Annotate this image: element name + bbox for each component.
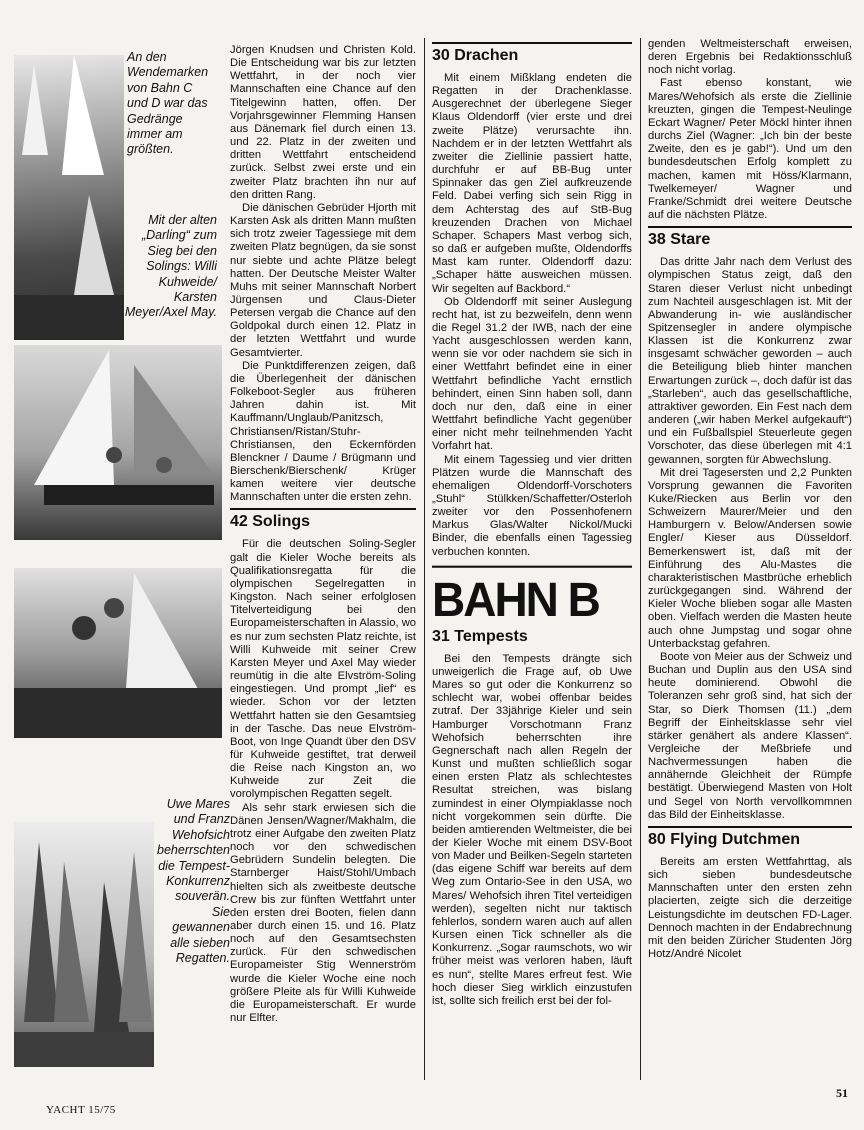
body-paragraph: Fast ebenso konstant, wie Mares/Wehofsich als erste die Ziellinie kreuzten, gingen die Tempest-Neulinge Eckart Wagner/ Peter Möckl hinter ihnen durchs Ziel (Wagner: „Ich bin der beste Zweite, den es je gab!“). Und um den bundesdeutschen Erfolg komplett zu machen, kamen mit Höss/Klarmann, Twelkemeyer/ Wagner und Franke/Schmidt drei weitere Deutsche auf die nächsten Plätze. (648, 77, 852, 222)
body-paragraph: Boote von Meier aus der Schweiz und Buchan und Duplin aus den USA sind heute dominierend. Obwohl die Toleranzen sehr groß sind, hat sich der Star, so Dierk Thomsen (11.) „dem Begriff der Einheitsklasse sehr viel stärker genähert als andere Klassen“. Vergleiche der Meßbriefe und Nachvermessungen haben die annähernde Gleichheit der Rümpfe bestätigt. Überwiegend Masten von Holt und Segel von North vervollkommnen das Bild der Einheitsklasse. (648, 650, 852, 821)
photo-regatta-crowd (14, 55, 124, 340)
article-column-4 (648, 38, 852, 961)
body-paragraph: Jörgen Knudsen und Christen Kold. Die Entscheidung war bis zur letzten Wettfahrt, in der noch vier Mannschaften eine Chance auf den Titelgewinn hatten, offen. Der Vorjahrsgewinner Flemming Hansen aus Dänemark fiel durch einen 13. und 22. Platz in der zweiten und dritten Wettfahrt entscheidend zurück. Selbst zwei erste und ein zweiter Platz brachten ihn nur auf den dritten Rang. (230, 44, 416, 201)
caption-wendemarken: An den Wendemarken von Bahn C und D war das Gedränge immer am größten. (127, 50, 209, 157)
body-paragraph: Mit einem Mißklang endeten die Regatten in der Drachenklasse. Ausgerechnet der überlegene Sieger Klaus Oldendorff (vier erste und drei zweite Plätze) verursachte ihn. Nachdem er in der letzten Wettfahrt als zweiter die Ziellinie passiert hatte, durchfuhr er auf BB-Bug unter Spinnaker das gen Ziel aufkreuzende Feld. Dabei verfing sich sein Rigg in dem Achterstag des auf StB-Bug kreuzenden Drachen von Michael Schaper. Schapers Mast verbog sich, so daß er aufgeben mußte, Oldendorffs Mast kam runter. Oldendorff dazu: „Schaper hätte ausweichen müssen. Wir segelten auf Backbord.“ (432, 72, 632, 295)
section-heading-flying-dutchmen: 80 Flying Dutchmen (648, 826, 852, 850)
magazine-issue-label: YACHT 15/75 (46, 1104, 116, 1116)
body-paragraph: Ob Oldendorff mit seiner Auslegung recht hat, ist zu bezweifeln, denn wenn die Regel 31.2 der IWB, nach der eine Yacht ausgeschlossen werden kann, wenn sie vor oder nachdem sie sich in einer Wettfahrt befindet eine in einer Wettfahrt befindliche Yacht ernstlich behindert, einen Sinn haben soll, dann doch nur den, daß eine in einer Wettfahrt befindliche Yacht gegenüber einer nicht mehr teilnehmenden Yacht Vorfahrt hat. (432, 295, 632, 453)
body-paragraph: Bereits am ersten Wettfahrttag, als sich sieben bundesdeutsche Mannschaften unter den ersten zehn placierten, zeigte sich die derzeitige Leistungsdichte im deutschen FD-Lager. Dennoch machten in der Endabrechnung mit den beiden Züricher Studenten Jörg Hotz/André Nicolet (648, 855, 853, 960)
body-paragraph: Das dritte Jahr nach dem Verlust des olympischen Status zeigt, daß den Staren dieser Verlust nicht unbedingt zum Nachteil ausgeschlagen ist. Mit der Abwanderung in- wie ausländischer Spitzensegler in andere olympische Klassen ist die Konkurrenz zwar insgesamt schwächer geworden – auch die Beteiligung blieb hinter manchen Erwartungen zurück –, doch dafür ist das „Starleben“, auch das gesellschaftliche, attraktiver geworden. Ein Fest nach dem anderen („wir haben Merkel aufgekauft“) und ein Fußballspiel Steuerleute gegen Vorschoter, das diese überlegen mit 4:1 gewannen, sorgten für Abwechslung. (648, 256, 852, 466)
article-column-3 (432, 38, 632, 1008)
body-paragraph: Mit drei Tagesersten und 2,2 Punkten Vorsprung gewannen die Favoriten Kuke/Riecken aus Berlin vor den Schweizern Maurer/Meier und den Hamburgern v. Below/Andersen sowie Engler/ Kieser aus Düsseldorf. Bemerkenswert ist, daß mit der Einführung des Alu-Mastes die charakteristischen Mastbrüche erheblich zurückgegangen sind. Während der Kieler Woche blieben sogar alle Masten oben. Vielfach werden die Masten heute auch ohne Jumpstag und sogar ohne Unterbackstag gefahren. (648, 466, 852, 650)
article-column-2 (230, 44, 416, 1025)
caption-mares-wehofsich: Uwe Mares und Franz Wehofsich beherrschten die Tempest-Konkurrenz souverän. Sie gewannen alle sieben Regatten. (157, 797, 230, 966)
photo-tempest-fleet (14, 822, 154, 1067)
photo-tempest-sailors (14, 568, 222, 738)
tempest-boat-illustration (14, 568, 222, 738)
body-paragraph: genden Weltmeisterschaft erweisen, deren Ergebnis bei Redaktionsschluß noch nicht vorlag. (648, 38, 852, 77)
section-heading-stare: 38 Stare (648, 226, 852, 250)
column-rule (640, 38, 641, 1080)
body-paragraph: Als sehr stark erwiesen sich die Dänen Jensen/Wagner/Makhalm, die trotz einer Aufgabe den zweiten Platz noch vor den schwedischen Gebrüdern Sundelin belegten. Die Starnberger Haist/Stohl/Umbach hielten sich als zweitbeste deutsche Crew bis zur fünften Wettfahrt unter den ersten drei Booten, fielen dann aber durch einen 15. und 16. Platz noch auf den Gesamtsechsten zurück. Für den schwedischen Europameister Stig Wennerström wurde die Kieler Woche eine noch größere Pleite als für Willi Kuhweide die Europameisterschaft. Er wurde nur Elfter. (230, 801, 416, 1025)
caption-darling: Mit der alten „Darling“ zum Sieg bei den Solings: Willi Kuhweide/ Karsten Meyer/Axel May. (124, 213, 217, 320)
body-paragraph: Die Punktdifferenzen zeigen, daß die Überlegenheit der dänischen Folkeboot-Segler aus früheren Jahren dahin ist. Mit Kauffmann/Unglaub/Panitzsch, Christiansen/Ristan/Stuhr-Christiansen, den Eckernförden Blenckner / Daume / Brügmann und Bierschenk/Bierschenk/ Krüger kamen weitere vier deutsche Mannschaften unter die ersten zehn. (230, 359, 416, 504)
fleet-sails-illustration (14, 822, 154, 1067)
bahn-b-banner: BAHN B (432, 565, 632, 622)
sail-boats-illustration (14, 55, 124, 340)
body-paragraph: Bei den Tempests drängte sich unweigerlich die Frage auf, ob Uwe Mares so gut oder die Konkurrenz so schlecht war, wobei offenbar beides zutraf. Der 33jährige Kieler und sein Hamburger Vorschotmann Franz Wehofsich beherrschten ihre Gegnerschaft nach allen Regeln der Kunst und mußten schließlich sogar einen ersten Platz als schlechtestes Resultat streichen, was bislang zumindest in einer Olympiaklasse noch nicht vorgekommen sein dürfte. Die beiden amtierenden Weltmeister, die bei der Kieler Woche mit einem DSV-Boot von Mader und Beilken-Segeln starteten (das eigene Schiff war bereits auf dem Weg zum Ontario-See in den USA, wo Mares/ Wehofsich ihren Titel verteidigen werden), segelten nicht nur taktisch fehlerlos, sondern waren auch auf allen Kursen einen Tick schneller als die Konkurrenz. „Sogar raumschots, wo wir früher meist was verloren haben, läuft es nun“, stellte Mares erfreut fest. Wie hoch dieser Sieg wirklich einzustufen ist, sollte sich freilich erst bei der fol- (432, 652, 632, 1007)
body-paragraph: Mit einem Tagessieg und vier dritten Plätzen wurde die Mannschaft des ehemaligen Oldendorff-Vorschoters „Stuhl“ Stülkken/Schaffetter/Osterloh zweiter vor den Possenhofenern Markus Glas/Walter Nickol/Mucki Binder, die ebenfalls einen Tagessieg verbuchen konnten. (432, 453, 632, 558)
section-heading-solings: 42 Solings (230, 508, 416, 532)
body-paragraph: Für die deutschen Soling-Segler galt die Kieler Woche bereits als Qualifikationsregatta für die olympischen Segelregatten in Kingston. Nach seiner erfolglosen Titelverteidigung bei den Europameisterschaften in Alassio, wo es nur zum sechsten Platz reichte, ist Willi Kuhweide mit seiner Crew Karsten Meyer und Axel May wieder reumütig in die alte Elvström-Soling eingestiegen. Und prompt „lief“ es wieder. Schon vor der letzten Wettfahrt hatten sie den Gesamtsieg in der Tasche. Das neue Elvström-Boot, von Inge Quandt über den DSV für Kuhweide gestiftet, trat derweil die Reise nach Kingston an, wo Kuhweide zur Zeit die vorolympischen Regatten segelt. (230, 538, 416, 801)
soling-boat-illustration (14, 345, 222, 540)
page-number: 51 (836, 1086, 848, 1100)
section-heading-tempests: 31 Tempests (432, 627, 528, 645)
body-paragraph: Die dänischen Gebrüder Hjorth mit Karsten Ask als dritten Mann mußten sich trotz zweier Tagessiege mit dem zweiten Platz begnügen, da sie sonst nur siebte und achte Plätze belegt hatten. Der Deutsche Meister Walter Muhs mit seiner Mannschaft Norbert Jürgensen und Claus-Dieter Petersen vergab die Chance auf den Goldpokal durch einen 12. Platz in der letzten Wettfahrt und wurde Gesamtvierter. (230, 201, 416, 359)
column-rule (424, 38, 425, 1080)
section-heading-drachen: 30 Drachen (432, 42, 632, 66)
photo-soling-crew (14, 345, 222, 540)
